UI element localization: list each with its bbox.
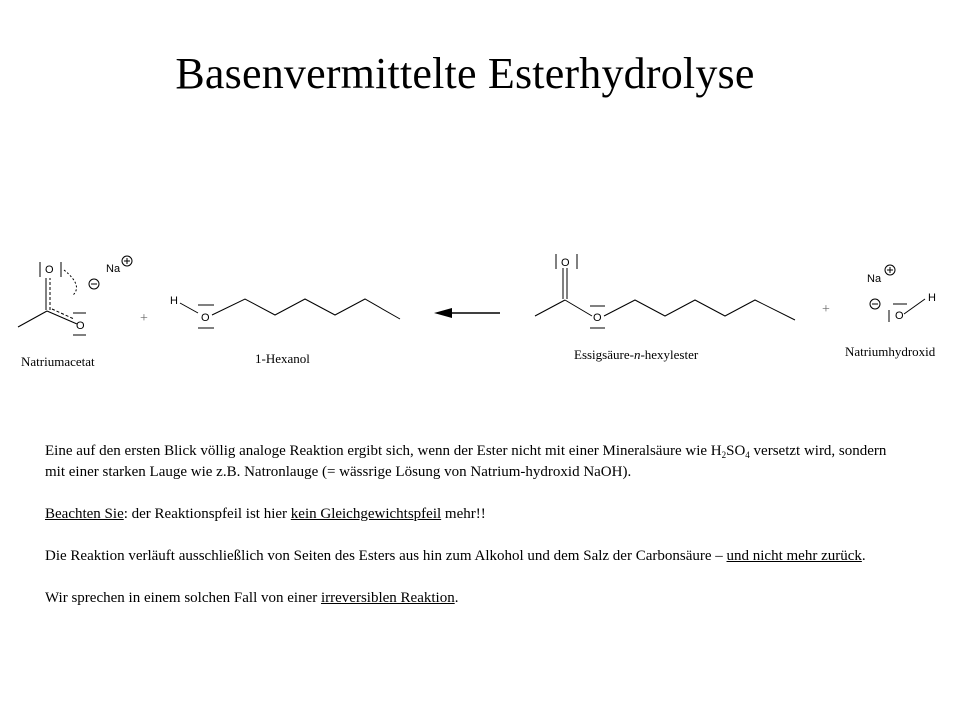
reaction-arrow-head (434, 308, 452, 318)
naoh-na-label: Na (867, 273, 882, 285)
acetate-na-label: Na (106, 263, 121, 275)
hexanol-chain (212, 299, 400, 319)
acetate-co-bond (47, 311, 77, 324)
ester-chain (604, 300, 795, 320)
plus-sign-2: + (822, 302, 830, 317)
paragraph-2: Beachten Sie: der Reaktionspfeil ist hier kein Gleichgewichtspfeil mehr!! (45, 506, 486, 522)
naoh-oh-bond (904, 299, 925, 314)
explanation-text (45, 441, 905, 630)
ester-o2-label: O (593, 312, 602, 324)
label-ester: Essigsäure-n-hexylester (574, 347, 699, 362)
page-title: Basenvermittelte Esterhydrolyse (175, 49, 755, 98)
label-natriumacetat: Natriumacetat (21, 354, 95, 369)
ester-methyl-bond (535, 300, 565, 316)
plus-sign-1: + (140, 311, 148, 326)
naoh-h-label: H (928, 292, 936, 304)
paragraph-3: Die Reaktion verläuft ausschließlich von Seiten des Esters aus hin zum Alkohol und dem Salz der Carbonsäure – und nicht mehr zurück. (45, 548, 866, 564)
hexanol-oh-bond (180, 303, 198, 313)
hexanol-o-label: O (201, 312, 210, 324)
ester-o-label: O (561, 257, 570, 269)
acetate-resonance-dash (64, 270, 77, 296)
ester-co-bond (565, 300, 592, 316)
acetate-o-label: O (45, 264, 54, 276)
label-naoh: Natriumhydroxid (845, 344, 936, 359)
paragraph-1: Eine auf den ersten Blick völlig analoge Reaktion ergibt sich, wenn der Ester nicht mit einer Mineralsäure wie $H_2SO_4$ versetzt wird, sondern mit einer starken Lauge wie z.B. Natronlauge (= wässrige Lösung von Natrium-hydroxid NaOH). (45, 443, 887, 480)
label-hexanol: 1-Hexanol (255, 351, 310, 366)
naoh-o-label: O (895, 310, 904, 322)
reaction-scheme (0, 240, 960, 380)
acetate-o2-label: O (76, 320, 85, 332)
acetate-methyl-bond (18, 311, 47, 327)
hexanol-h-label: H (170, 295, 178, 307)
paragraph-4: Wir sprechen in einem solchen Fall von einer irreversiblen Reaktion. (45, 590, 459, 606)
